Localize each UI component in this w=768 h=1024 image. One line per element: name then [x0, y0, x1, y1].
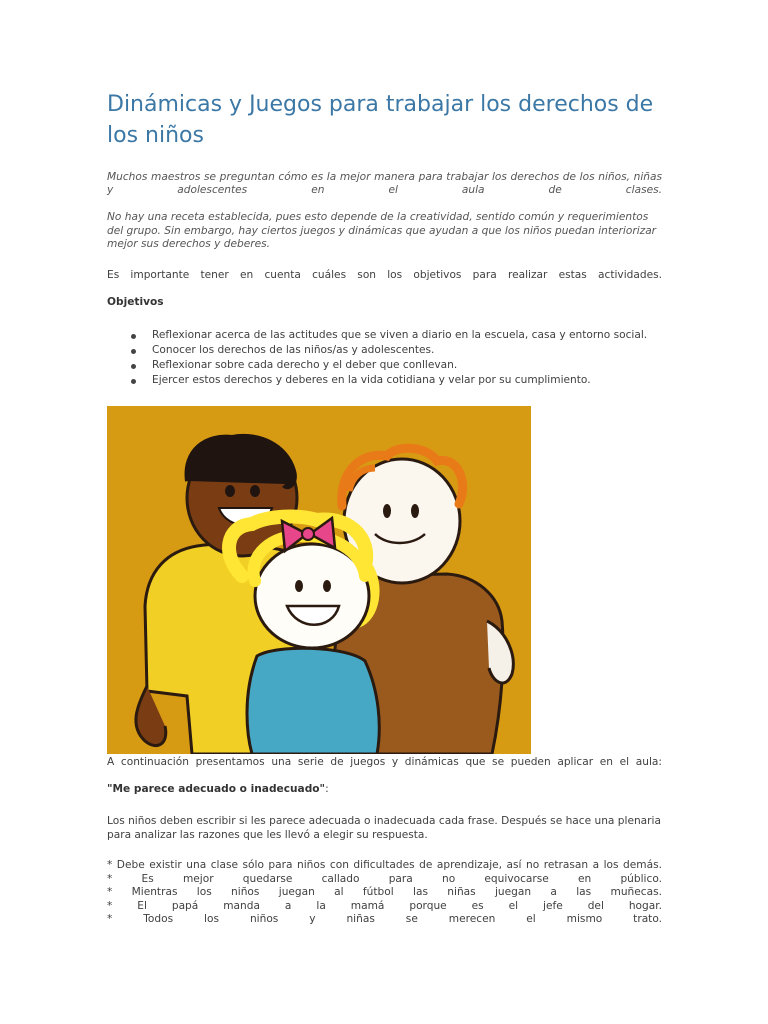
bullet-icon — [131, 334, 136, 339]
bullet-icon — [131, 364, 136, 369]
intro-paragraph-1-line-1: Muchos maestros se preguntan cómo es la mejor manera para trabajar los derechos de los niños, niñas — [107, 171, 662, 183]
bullet-icon — [131, 379, 136, 384]
objective-item: Ejercer estos derechos y deberes en la vida cotidiana y velar por su cumplimiento. — [107, 374, 662, 389]
objective-item: Reflexionar sobre cada derecho y el deber que conllevan. — [107, 359, 662, 374]
intro-paragraph-1-line-2: y adolescentes en el aula de clases. — [107, 184, 662, 196]
game-statements — [107, 859, 662, 927]
game-instructions: Los niños deben escribir si les parece adecuada o inadecuada cada frase. Después se hace una plenaria para analizar las razones que les llevó a elegir su respuesta. — [107, 815, 661, 841]
game-title: "Me parece adecuado o inadecuado": — [107, 783, 329, 795]
statement-item: * Debe existir una clase sólo para niños con dificultades de aprendizaje, así no retrasan a los demás. — [107, 859, 662, 871]
statement-item: * Todos los niños y niñas se merecen el mismo trato. — [107, 913, 662, 925]
statement-item: * Mientras los niños juegan al fútbol las niñas juegan a las muñecas. — [107, 886, 662, 898]
objective-item: Reflexionar acerca de las actitudes que se viven a diario en la escuela, casa y entorno social. — [107, 329, 662, 344]
after-image-paragraph: A continuación presentamos una serie de juegos y dinámicas que se pueden aplicar en el aula: — [107, 756, 662, 768]
statement-item: * El papá manda a la mamá porque es el jefe del hogar. — [107, 899, 662, 912]
page-title: Dinámicas y Juegos para trabajar los derechos de los niños — [107, 92, 654, 148]
objective-item: Conocer los derechos de las niños/as y adolescentes. — [107, 344, 662, 359]
bullet-icon — [131, 349, 136, 354]
intro-paragraph-3: Es importante tener en cuenta cuáles son los objetivos para realizar estas actividades. — [107, 269, 662, 281]
statement-item: * Es mejor quedarse callado para no equivocarse en público. — [107, 872, 662, 885]
objectives-list — [107, 329, 662, 389]
objectives-heading: Objetivos — [107, 296, 164, 308]
intro-paragraph-2: No hay una receta establecida, pues esto depende de la creatividad, sentido común y requerimientos del grupo. Sin embargo, hay ciertos juegos y dinámicas que ayudan a que los niños puedan interiorizar mejor sus derechos y deberes. — [107, 211, 657, 250]
children-illustration — [107, 406, 531, 754]
